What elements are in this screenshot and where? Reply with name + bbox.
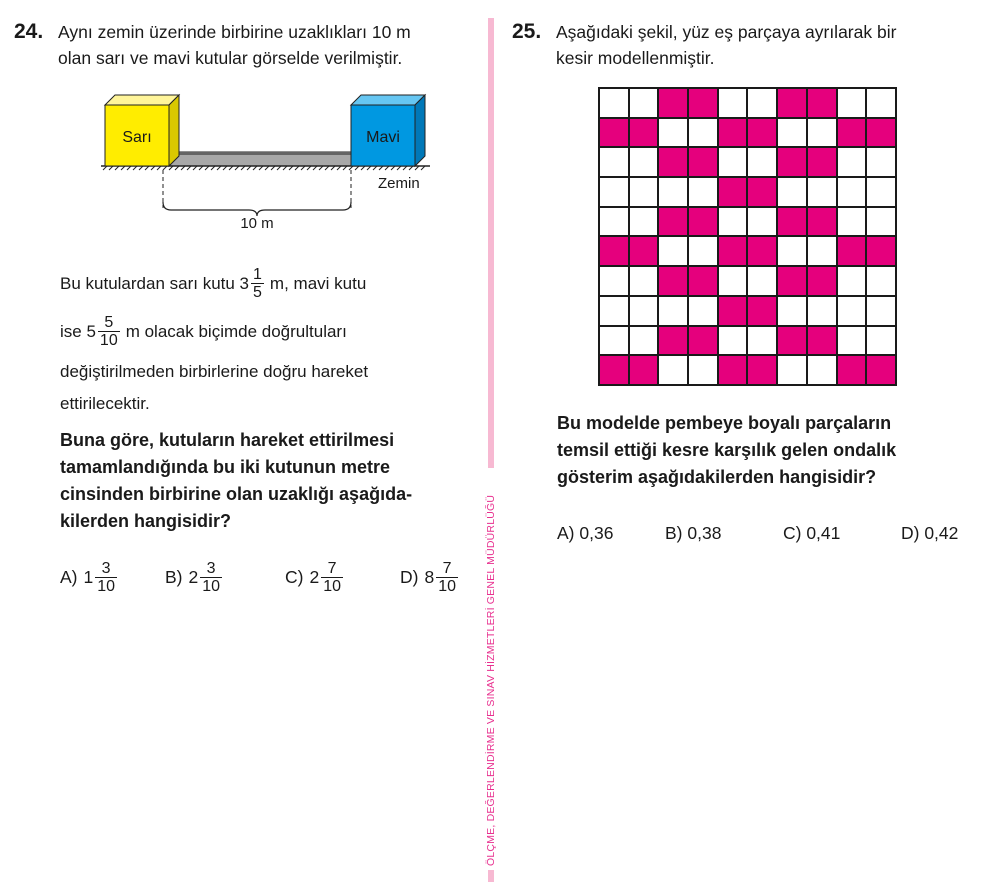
grid-cell-pink xyxy=(599,236,629,266)
grid-cell-white xyxy=(837,177,867,207)
grid-cell-white xyxy=(837,88,867,118)
fraction-numerator: 7 xyxy=(327,560,337,577)
hundred-grid xyxy=(598,87,897,386)
grid-cell-white xyxy=(629,88,659,118)
column-divider-bottom xyxy=(488,870,494,882)
publisher-vertical-text xyxy=(478,470,504,866)
q24-option-c[interactable] xyxy=(285,560,345,595)
grid-cell-white xyxy=(747,207,777,237)
grid-cell-white xyxy=(599,207,629,237)
q24-para2-pre: ise 5 xyxy=(60,321,96,341)
grid-cell-pink xyxy=(777,147,807,177)
grid-cell-white xyxy=(688,236,718,266)
fraction-denominator: 10 xyxy=(202,578,221,595)
grid-cell-white xyxy=(658,296,688,326)
grid-cell-white xyxy=(866,88,896,118)
grid-cell-white xyxy=(718,147,748,177)
grid-cell-white xyxy=(837,207,867,237)
option-label: B) xyxy=(165,567,183,587)
fraction-denominator: 10 xyxy=(438,578,456,595)
grid-cell-white xyxy=(866,266,896,296)
q25-option-d[interactable]: D) 0,42 xyxy=(901,523,959,543)
grid-cell-pink xyxy=(747,118,777,148)
grid-cell-pink xyxy=(747,355,777,385)
grid-cell-pink xyxy=(599,355,629,385)
question-25-text-line2: kesir modellenmiştir. xyxy=(556,48,715,68)
grid-cell-white xyxy=(718,88,748,118)
grid-cell-white xyxy=(807,236,837,266)
grid-cell-white xyxy=(658,355,688,385)
grid-cell-pink xyxy=(658,207,688,237)
grid-cell-white xyxy=(658,118,688,148)
grid-cell-pink xyxy=(777,88,807,118)
question-24-text-line2: olan sarı ve mavi kutular görselde verilmiştir. xyxy=(58,48,403,68)
grid-cell-white xyxy=(777,118,807,148)
grid-cell-pink xyxy=(747,236,777,266)
fraction-denominator: 10 xyxy=(97,578,116,595)
grid-cell-white xyxy=(688,296,718,326)
distance-label: 10 m xyxy=(240,215,274,232)
grid-cell-pink xyxy=(866,355,896,385)
q24-question-line: kilerden hangisidir? xyxy=(60,511,232,531)
grid-cell-pink xyxy=(658,88,688,118)
option-label: C) xyxy=(285,567,304,587)
grid-cell-pink xyxy=(718,236,748,266)
grid-cell-pink xyxy=(837,236,867,266)
question-25-text-line1: Aşağıdaki şekil, yüz eş parçaya ayrılarak bir xyxy=(556,22,897,42)
grid-cell-pink xyxy=(777,207,807,237)
grid-cell-white xyxy=(837,296,867,326)
fraction-numerator: 7 xyxy=(442,560,452,577)
grid-cell-pink xyxy=(688,207,718,237)
grid-cell-white xyxy=(747,88,777,118)
q24-paragraph-line3: değiştirilmeden birbirlerine doğru hareket xyxy=(60,362,369,381)
yellow-box-label: Sarı xyxy=(122,129,152,146)
grid-cell-white xyxy=(658,177,688,207)
q24-option-b[interactable] xyxy=(165,560,224,595)
grid-cell-white xyxy=(599,266,629,296)
grid-cell-pink xyxy=(629,236,659,266)
q24-question-line: Buna göre, kutuların hareket ettirilmesi xyxy=(60,430,395,450)
grid-cell-pink xyxy=(599,118,629,148)
q25-question xyxy=(557,410,896,491)
q24-paragraph-line4: ettirilecektir. xyxy=(60,394,150,413)
grid-cell-white xyxy=(807,118,837,148)
q25-question-line: Bu modelde pembeye boyalı parçaların xyxy=(557,413,892,433)
grid-cell-pink xyxy=(629,118,659,148)
ground-label: Zemin xyxy=(378,175,420,192)
grid-cell-white xyxy=(747,147,777,177)
fraction-numerator: 3 xyxy=(101,560,111,577)
distance-brace xyxy=(163,202,351,216)
grid-cell-white xyxy=(629,207,659,237)
grid-cell-white xyxy=(777,296,807,326)
grid-cell-white xyxy=(688,118,718,148)
q24-para1-pre: Bu kutulardan sarı kutu 3 xyxy=(60,273,250,293)
grid-cell-pink xyxy=(747,177,777,207)
q24-para1-fraction xyxy=(251,266,264,301)
grid-cell-pink xyxy=(718,296,748,326)
grid-cell-white xyxy=(629,266,659,296)
grid-cell-pink xyxy=(807,266,837,296)
grid-cell-white xyxy=(777,355,807,385)
option-fraction xyxy=(200,560,222,595)
q24-question-line: cinsinden birbirine olan uzaklığı aşağıda- xyxy=(60,484,413,504)
grid-cell-white xyxy=(777,236,807,266)
option-whole: 2 xyxy=(309,567,320,587)
grid-cell-white xyxy=(718,326,748,356)
q24-question-line: tamamlandığında bu iki kutunun metre xyxy=(60,457,391,477)
question-24-text-line1: Aynı zemin üzerinde birbirine uzaklıkları 10 m xyxy=(58,22,411,42)
q25-question-line: gösterim aşağıdakilerden hangisidir? xyxy=(557,467,877,487)
grid-cell-white xyxy=(599,147,629,177)
q24-paragraph-line2 xyxy=(60,314,347,349)
grid-cell-white xyxy=(658,236,688,266)
grid-cell-white xyxy=(747,266,777,296)
blue-box-label: Mavi xyxy=(366,129,400,146)
option-fraction xyxy=(321,560,343,595)
q24-paragraph-line1 xyxy=(60,266,366,301)
grid-cell-white xyxy=(837,147,867,177)
grid-cell-white xyxy=(599,326,629,356)
plank xyxy=(163,154,351,166)
grid-cell-white xyxy=(599,177,629,207)
grid-cell-pink xyxy=(688,266,718,296)
grid-cell-white xyxy=(629,147,659,177)
grid-cell-white xyxy=(777,177,807,207)
grid-cell-pink xyxy=(718,355,748,385)
grid-cell-white xyxy=(866,326,896,356)
grid-cell-pink xyxy=(658,266,688,296)
grid-cell-white xyxy=(599,296,629,326)
grid-cell-pink xyxy=(688,88,718,118)
grid-cell-white xyxy=(629,177,659,207)
fraction-numerator: 5 xyxy=(104,314,114,331)
grid-cell-white xyxy=(807,177,837,207)
fraction-numerator: 1 xyxy=(253,266,262,283)
grid-cell-white xyxy=(807,296,837,326)
grid-cell-pink xyxy=(807,88,837,118)
fraction-denominator: 10 xyxy=(99,332,118,349)
option-whole: 8 xyxy=(424,567,435,587)
grid-cell-white xyxy=(866,177,896,207)
grid-cell-pink xyxy=(807,207,837,237)
grid-cell-white xyxy=(837,326,867,356)
grid-cell-pink xyxy=(747,296,777,326)
grid-cell-pink xyxy=(866,118,896,148)
grid-cell-pink xyxy=(866,236,896,266)
column-divider xyxy=(488,18,494,468)
boxes-figure xyxy=(95,90,445,240)
option-fraction xyxy=(436,560,458,595)
grid-cell-white xyxy=(629,296,659,326)
grid-cell-white xyxy=(866,207,896,237)
q24-option-a[interactable] xyxy=(60,560,119,595)
option-fraction xyxy=(95,560,117,595)
grid-cell-pink xyxy=(807,326,837,356)
grid-cell-white xyxy=(599,88,629,118)
question-25-number: 25. xyxy=(512,20,542,43)
grid-cell-white xyxy=(866,296,896,326)
q25-option-b[interactable]: B) 0,38 xyxy=(665,523,722,543)
grid-cell-white xyxy=(837,266,867,296)
grid-cell-pink xyxy=(837,118,867,148)
grid-cell-pink xyxy=(777,326,807,356)
grid-cell-pink xyxy=(777,266,807,296)
grid-cell-white xyxy=(866,147,896,177)
fraction-denominator: 5 xyxy=(253,284,262,301)
option-whole: 1 xyxy=(83,567,94,587)
q24-para2-post: m olacak biçimde doğrultuları xyxy=(125,321,347,341)
q24-para1-post: m, mavi kutu xyxy=(269,273,367,293)
option-label: A) xyxy=(60,567,78,587)
q25-question-line: temsil ettiği kesre karşılık gelen ondalık xyxy=(557,440,897,460)
q24-question xyxy=(60,427,412,535)
fraction-numerator: 3 xyxy=(206,560,216,577)
grid-cell-pink xyxy=(837,355,867,385)
grid-cell-white xyxy=(688,355,718,385)
grid-cell-white xyxy=(688,177,718,207)
q24-option-d[interactable] xyxy=(400,560,460,595)
grid-cell-pink xyxy=(658,147,688,177)
grid-cell-white xyxy=(718,266,748,296)
publisher-text: ÖLÇME, DEĞERLENDİRME VE SINAV HİZMETLERİ GENEL MÜDÜRLÜĞÜ xyxy=(485,494,497,866)
option-label: D) xyxy=(400,567,419,587)
q24-para2-fraction xyxy=(98,314,120,349)
grid-cell-pink xyxy=(629,355,659,385)
grid-cell-white xyxy=(629,326,659,356)
grid-cell-white xyxy=(718,207,748,237)
grid-cell-white xyxy=(747,326,777,356)
grid-cell-pink xyxy=(807,147,837,177)
grid-cell-pink xyxy=(658,326,688,356)
q25-option-c[interactable]: C) 0,41 xyxy=(783,523,841,543)
grid-cell-pink xyxy=(718,118,748,148)
q25-option-a[interactable]: A) 0,36 xyxy=(557,523,614,543)
grid-cell-pink xyxy=(688,326,718,356)
grid-cell-pink xyxy=(688,147,718,177)
grid-cell-white xyxy=(807,355,837,385)
option-whole: 2 xyxy=(188,567,199,587)
grid-cell-pink xyxy=(718,177,748,207)
fraction-denominator: 10 xyxy=(323,578,341,595)
question-24-number: 24. xyxy=(14,20,44,43)
